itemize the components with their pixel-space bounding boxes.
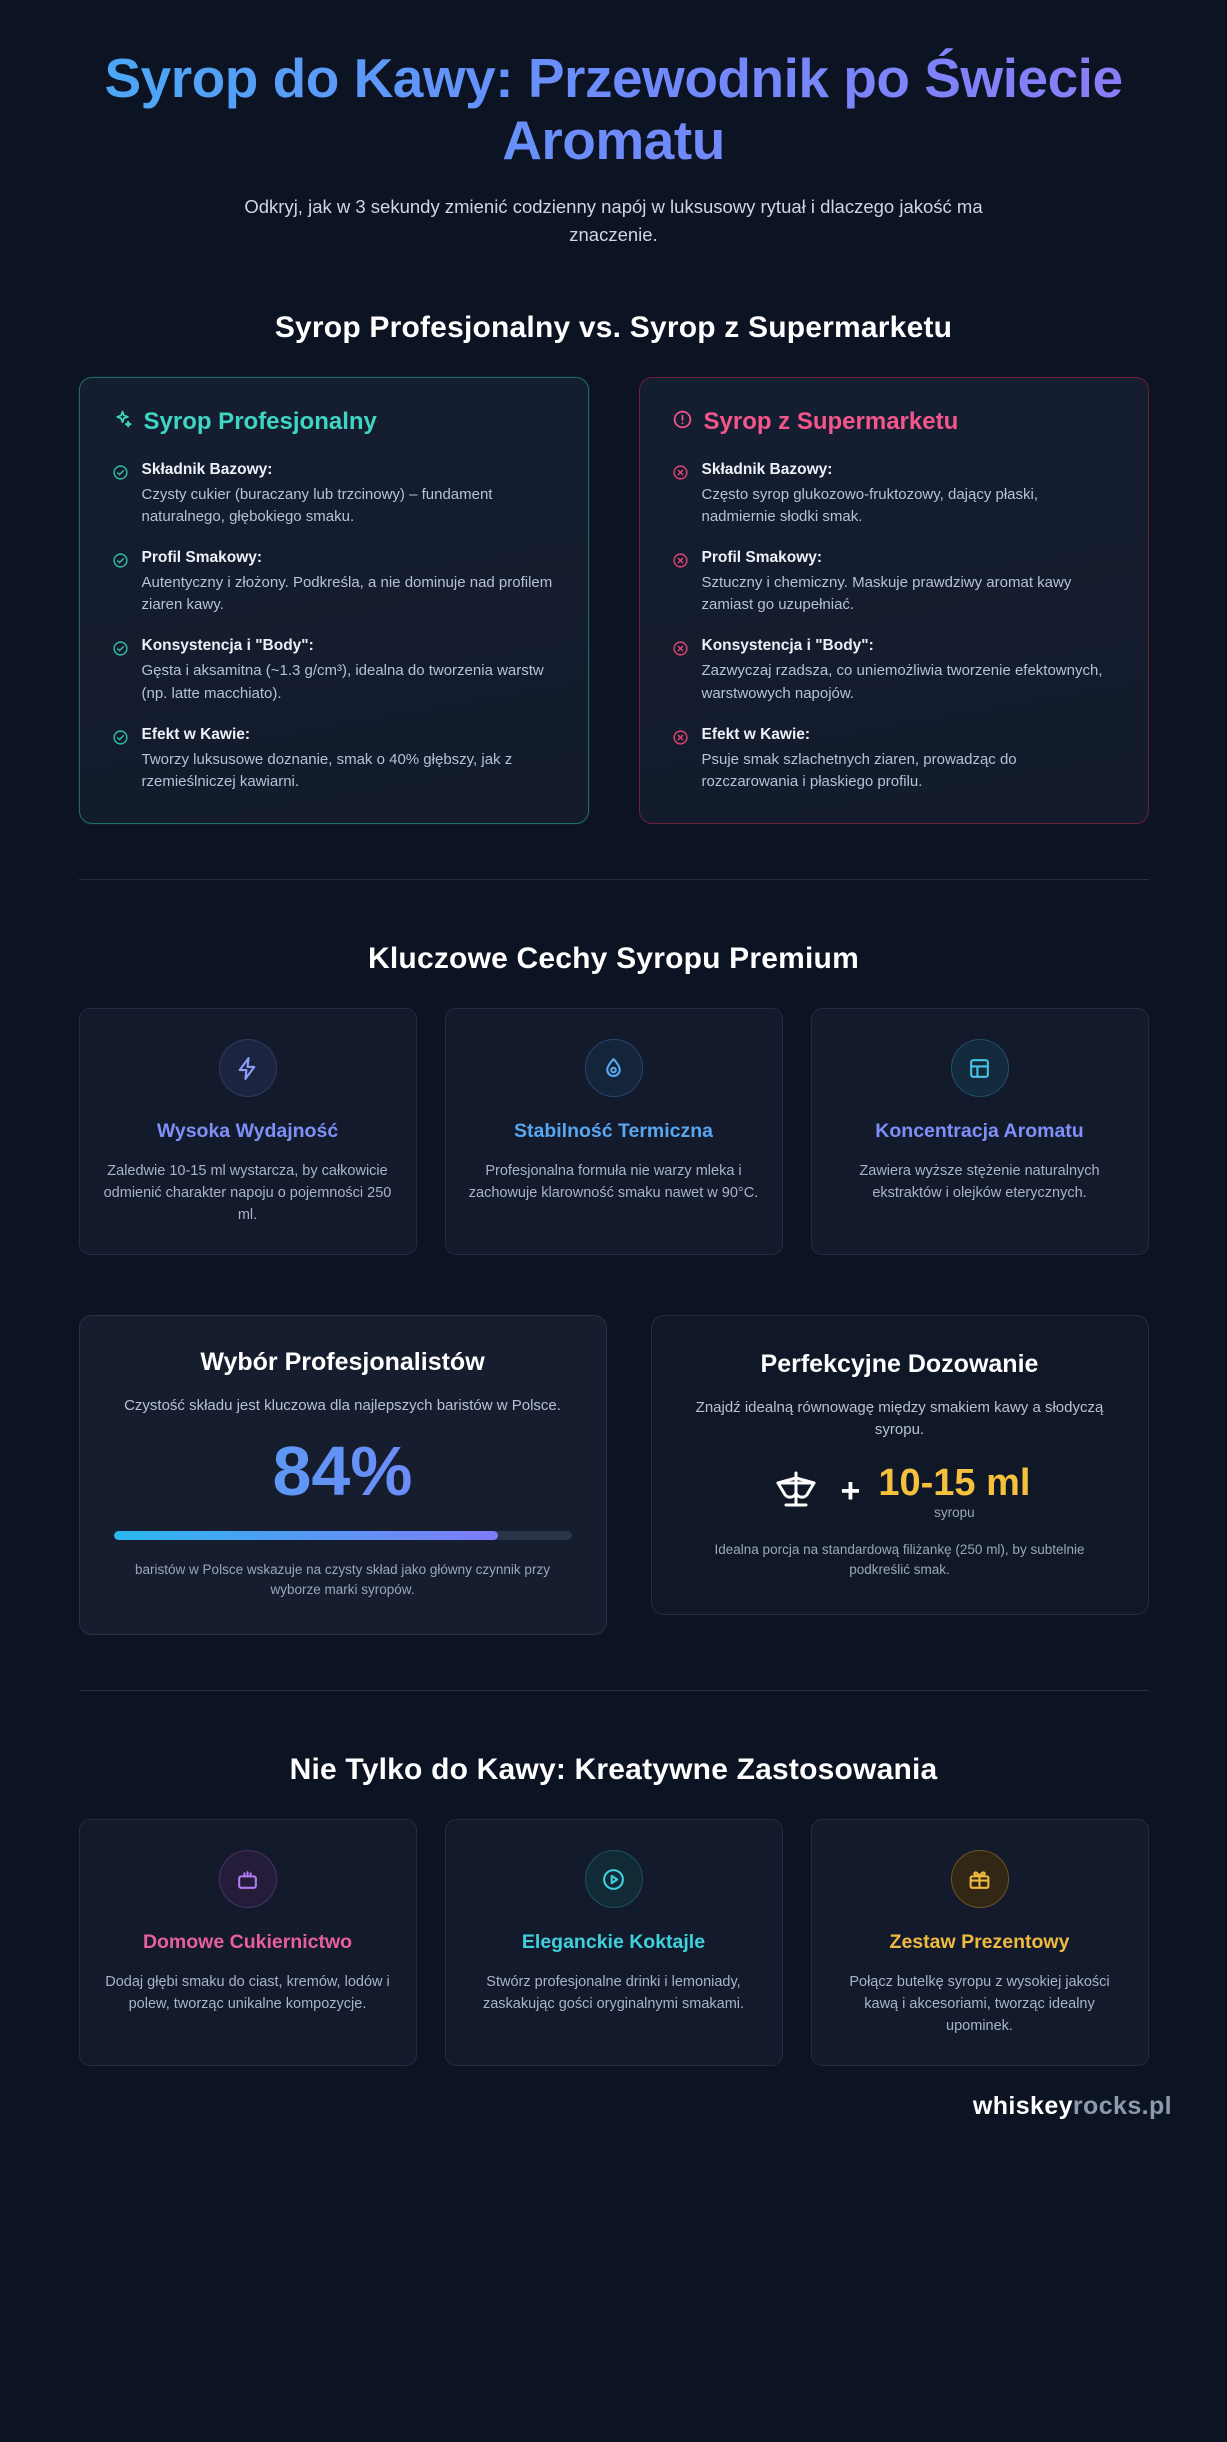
use-title: Eleganckie Koktajle — [521, 1931, 706, 1954]
x-circle-icon — [672, 464, 689, 481]
bolt-icon — [219, 1039, 277, 1097]
check-circle-icon — [112, 640, 129, 657]
item-label: Konsystencja i "Body": — [141, 637, 314, 655]
item-label: Profil Smakowy: — [701, 549, 823, 567]
dosage-row — [686, 1461, 1114, 1520]
x-circle-icon — [672, 640, 689, 657]
use-title: Domowe Cukiernictwo — [142, 1931, 353, 1954]
feature-title: Koncentracja Aromatu — [875, 1120, 1084, 1143]
alert-circle-icon — [672, 409, 693, 435]
item-label: Składnik Bazowy: — [141, 460, 273, 478]
stats-row — [79, 1315, 1149, 1636]
item-label: Efekt w Kawie: — [701, 725, 811, 743]
list-item — [672, 461, 1116, 528]
card-header — [112, 408, 556, 436]
card-title: Syrop z Supermarketu — [703, 407, 959, 435]
cake-icon — [219, 1850, 277, 1908]
features-section-title: Kluczowe Cechy Syropu Premium — [368, 942, 859, 976]
scales-icon — [769, 1465, 823, 1518]
use-title: Zestaw Prezentowy — [889, 1931, 1070, 1954]
page-title: Syrop do Kawy: Przewodnik po Świecie Aromatu — [79, 48, 1149, 171]
item-text: Autentyczny i złożony. Podkreśla, a nie dominuje nad profilem ziaren kawy. — [141, 574, 553, 614]
use-card-gift-set — [811, 1819, 1149, 2065]
brand-rest: rocks.pl — [1072, 2091, 1172, 2120]
use-desc: Dodaj głębi smaku do ciast, kremów, lodów i polew, tworząc unikalne kompozycje. — [105, 1973, 390, 2012]
card-header — [672, 408, 1116, 436]
dosage-unit: syropu — [934, 1504, 975, 1520]
x-circle-icon — [672, 729, 689, 746]
check-circle-icon — [112, 552, 129, 569]
gift-icon — [951, 1850, 1009, 1908]
list-item — [672, 549, 1116, 616]
feature-card-thermal — [445, 1008, 783, 1254]
stat-title: Perfekcyjne Dozowanie — [760, 1349, 1039, 1378]
card-supermarket-syrup — [639, 377, 1149, 825]
list-item — [112, 637, 556, 704]
use-card-baking — [79, 1819, 417, 2065]
item-label: Profil Smakowy: — [141, 549, 263, 567]
stat-value: 84% — [114, 1435, 572, 1509]
use-desc: Połącz butelkę syropu z wysokiej jakości kawą i akcesoriami, tworząc idealny upominek. — [849, 1973, 1110, 2034]
list-item — [112, 461, 556, 528]
card-title: Syrop Profesjonalny — [143, 407, 377, 435]
use-desc: Stwórz profesjonalne drinki i lemoniady, zaskakując gości oryginalnymi smakami. — [482, 1973, 745, 2012]
item-text: Psuje smak szlachetnych ziaren, prowadząc do rozczarowania i płaskiego profilu. — [701, 750, 1017, 790]
cocktail-icon — [585, 1850, 643, 1908]
item-text: Czysty cukier (buraczany lub trzcinowy) – fundament naturalnego, głębokiego smaku. — [141, 485, 493, 525]
list-item — [112, 726, 556, 793]
sparkle-icon — [112, 409, 133, 435]
check-circle-icon — [112, 729, 129, 746]
list-item — [672, 726, 1116, 793]
progress-bar-fill — [114, 1531, 499, 1540]
page-subtitle: Odkryj, jak w 3 sekundy zmienić codzienny napój w luksusowy rytuał i dlaczego jakość ma znaczenie. — [244, 196, 983, 245]
list-item — [112, 549, 556, 616]
feature-desc: Profesjonalna formuła nie warzy mleka i zachowuje klarowność smaku nawet w 90°C. — [468, 1162, 759, 1201]
x-circle-icon — [672, 552, 689, 569]
brand-watermark — [0, 2066, 1227, 2151]
feature-title: Wysoka Wydajność — [156, 1120, 339, 1143]
progress-bar — [114, 1531, 572, 1540]
item-text: Gęsta i aksamitna (~1.3 g/cm³), idealna do tworzenia warstw (np. latte macchiato). — [141, 662, 544, 702]
compare-row — [79, 377, 1149, 825]
use-card-cocktails — [445, 1819, 783, 2065]
stat-footnote: baristów w Polsce wskazuje na czysty skład jako główny czynnik przy wyborze marki syropów. — [135, 1561, 550, 1597]
stat-title: Wybór Profesjonalistów — [200, 1347, 485, 1376]
feature-desc: Zawiera wyższe stężenie naturalnych ekstraktów i olejków eterycznych. — [859, 1162, 1100, 1201]
dosage-amount — [878, 1461, 1031, 1520]
item-text: Sztuczny i chemiczny. Maskuje prawdziwy aromat kawy zamiast go uzupełniać. — [701, 574, 1072, 614]
item-label: Konsystencja i "Body": — [701, 637, 874, 655]
section-divider — [79, 1690, 1149, 1691]
feature-desc: Zaledwie 10-15 ml wystarcza, by całkowicie odmienić charakter napoju o pojemności 250 ml. — [103, 1162, 392, 1223]
plus-symbol: + — [840, 1472, 861, 1511]
card-professional-syrup — [79, 377, 589, 825]
item-text: Tworzy luksusowe doznanie, smak o 40% głębszy, jak z rzemieślniczej kawiarni. — [141, 750, 513, 790]
item-text: Zazwyczaj rzadsza, co uniemożliwia tworzenie efektownych, warstwowych napojów. — [701, 662, 1103, 702]
item-label: Składnik Bazowy: — [701, 460, 833, 478]
feature-card-efficiency — [79, 1008, 417, 1254]
list-item — [672, 637, 1116, 704]
feature-card-concentration — [811, 1008, 1149, 1254]
dosage-note: Idealna porcja na standardową filiżankę (250 ml), by subtelnie podkreślić smak. — [714, 1541, 1085, 1577]
uses-section-title: Nie Tylko do Kawy: Kreatywne Zastosowania — [289, 1753, 938, 1787]
dosage-amount-value: 10-15 ml — [878, 1461, 1031, 1504]
stat-subtitle: Znajdź idealną równowagę między smakiem kawy a słodyczą syropu. — [695, 1398, 1104, 1439]
compare-section-title: Syrop Profesjonalny vs. Syrop z Supermarketu — [274, 310, 953, 344]
section-divider — [79, 879, 1149, 880]
item-text: Często syrop glukozowo-fruktozowy, dający płaski, nadmiernie słodki smak. — [701, 485, 1039, 525]
uses-row — [79, 1819, 1149, 2065]
stat-subtitle: Czystość składu jest kluczowa dla najlepszych baristów w Polsce. — [124, 1396, 561, 1414]
check-circle-icon — [112, 464, 129, 481]
stat-card-dosage — [651, 1315, 1149, 1616]
stat-card-professionals-choice — [79, 1315, 607, 1636]
features-row — [79, 1008, 1149, 1254]
layers-icon — [951, 1039, 1009, 1097]
droplet-icon — [585, 1039, 643, 1097]
item-label: Efekt w Kawie: — [141, 725, 251, 743]
feature-title: Stabilność Termiczna — [513, 1120, 714, 1143]
brand-main: whiskey — [972, 2091, 1073, 2120]
